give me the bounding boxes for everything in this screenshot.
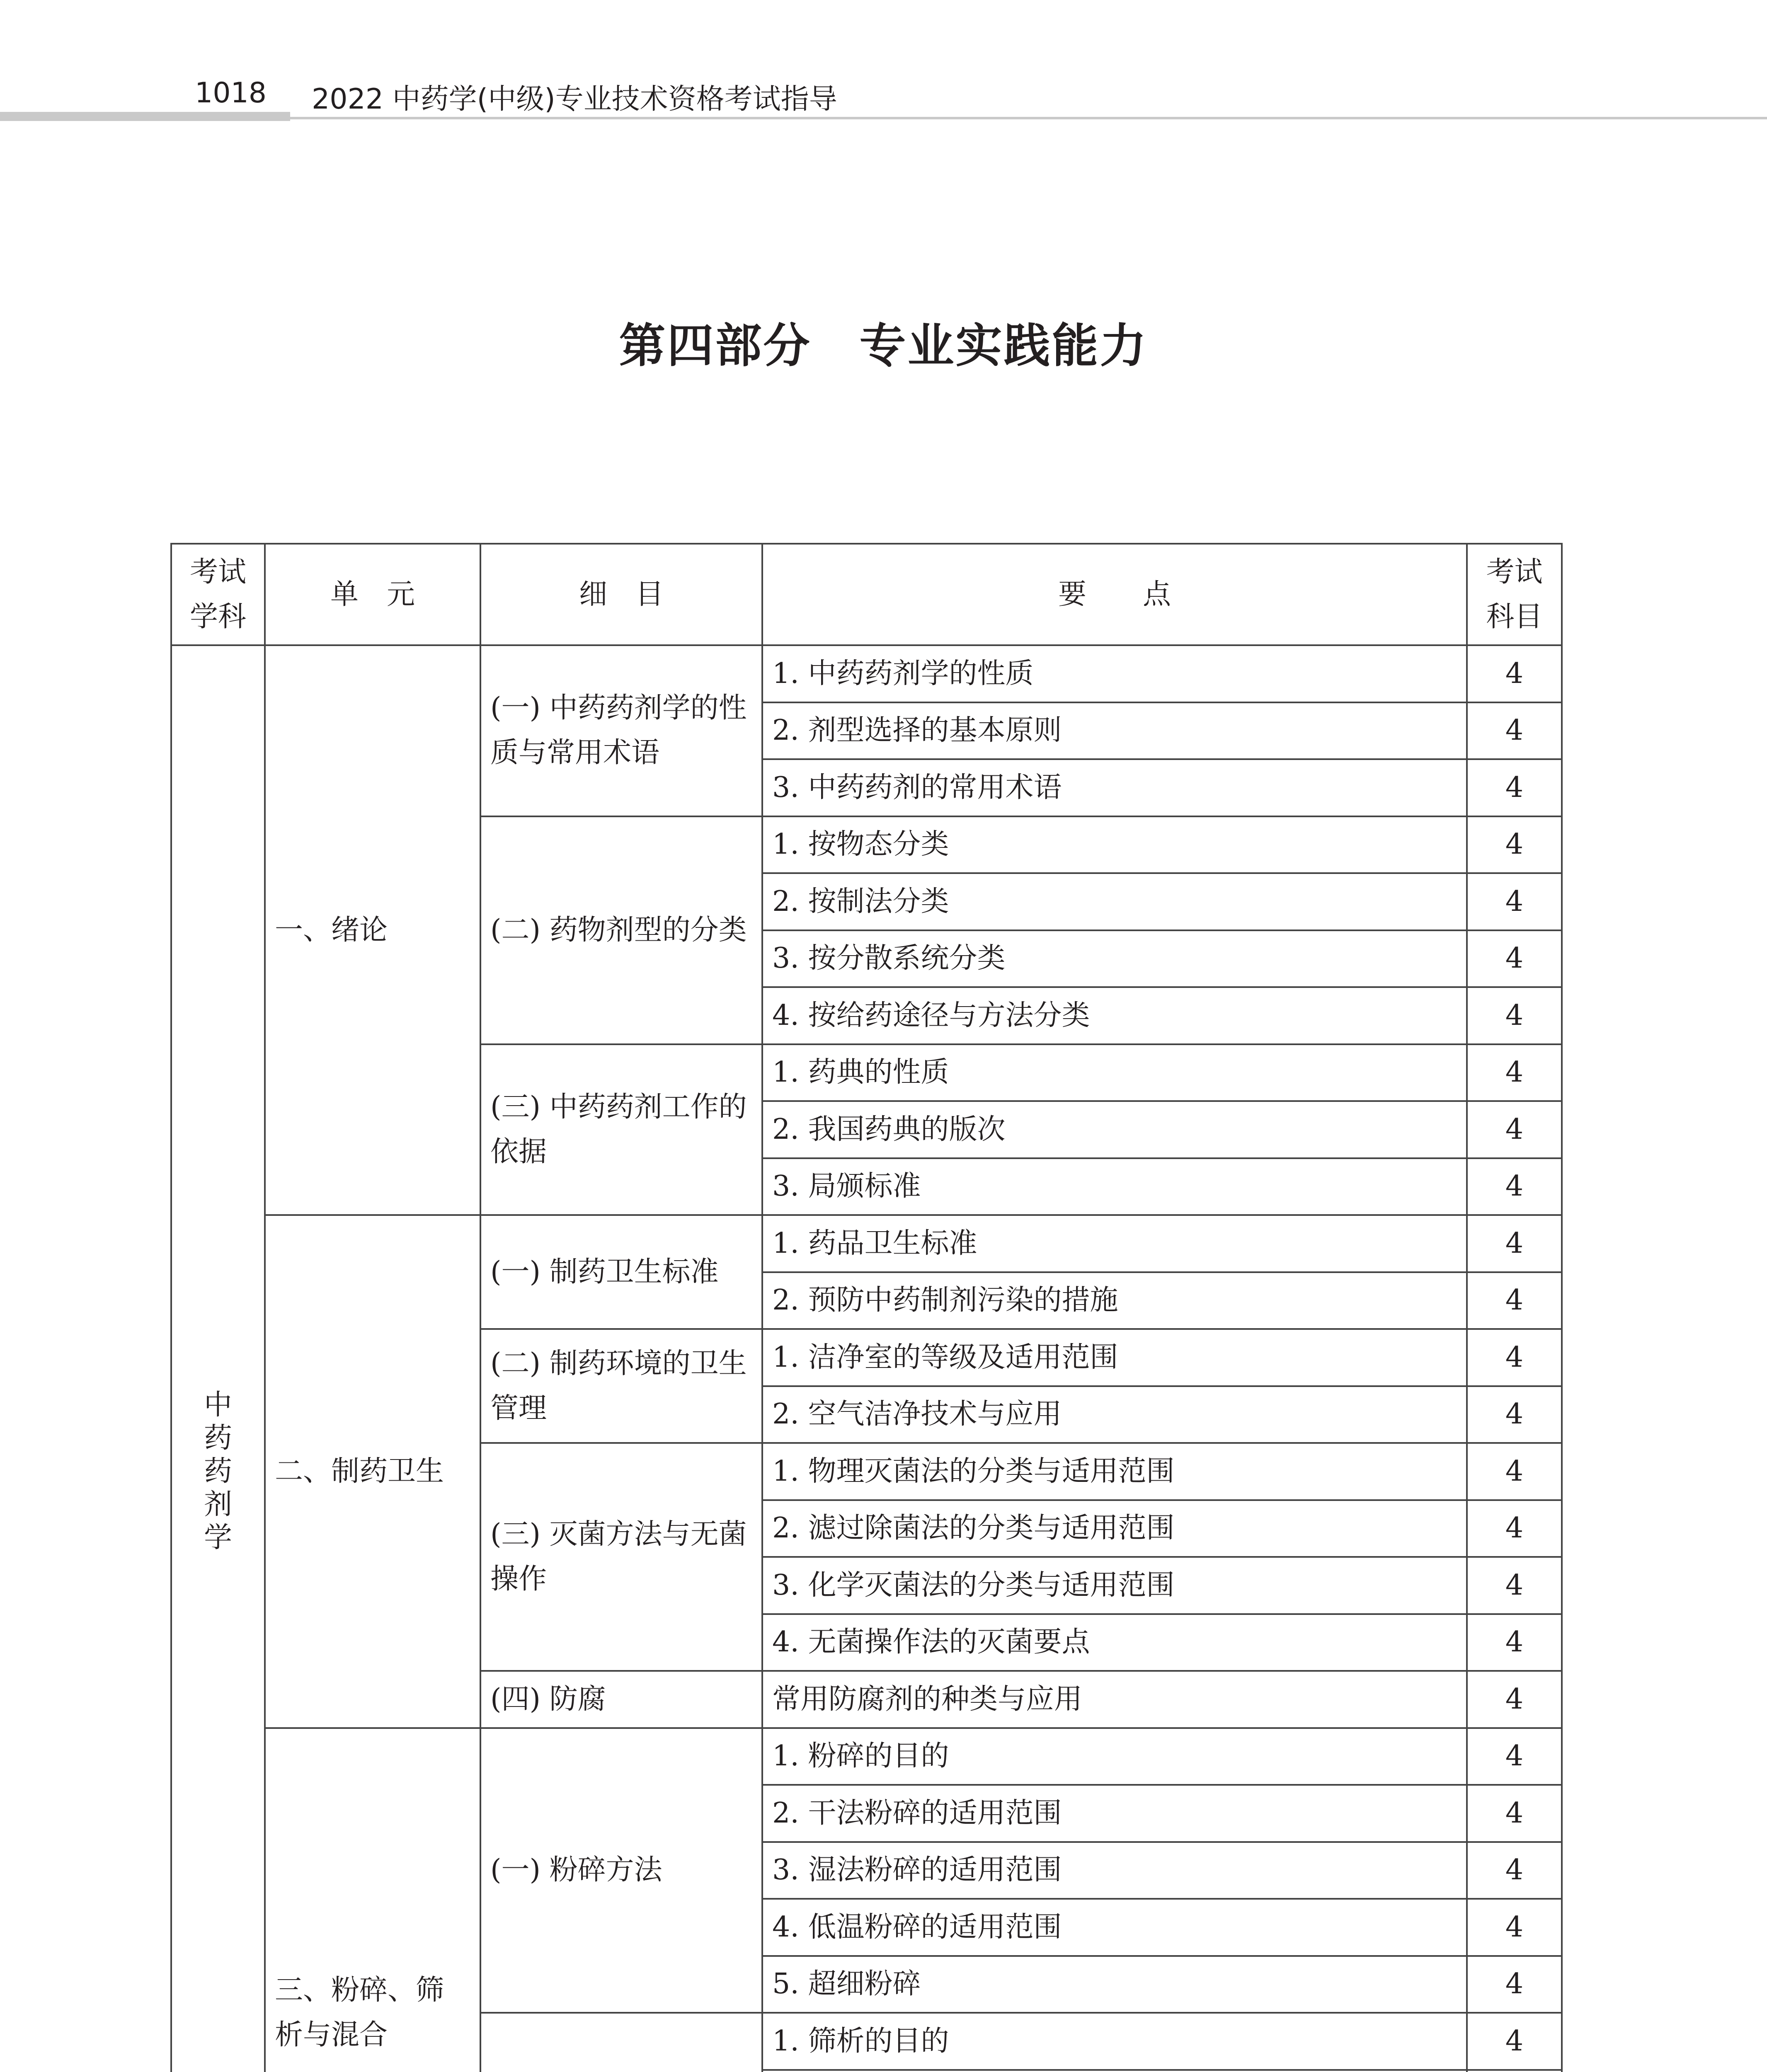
header-detail: 细 目 (480, 544, 762, 645)
exam-cell: 4 (1467, 1785, 1562, 1842)
header-rule (290, 117, 1767, 119)
detail-cell (480, 2013, 762, 2072)
header-exam: 考试科目 (1467, 544, 1562, 645)
unit-cell: 三、粉碎、筛析与混合 (265, 1728, 480, 2072)
header-points: 要 点 (762, 544, 1467, 645)
exam-cell: 4 (1467, 1956, 1562, 2013)
exam-cell: 4 (1467, 1386, 1562, 1443)
exam-cell: 4 (1467, 1899, 1562, 1956)
header-rule-accent (0, 112, 290, 121)
point-cell: 1. 筛析的目的 (762, 2013, 1467, 2070)
exam-cell: 4 (1467, 1557, 1562, 1614)
point-cell: 4. 低温粉碎的适用范围 (762, 1899, 1467, 1956)
exam-cell (1467, 2070, 1562, 2072)
detail-cell: (三) 中药药剂工作的依据 (480, 1044, 762, 1215)
exam-cell: 4 (1467, 816, 1562, 874)
point-cell: 3. 化学灭菌法的分类与适用范围 (762, 1557, 1467, 1614)
header-unit: 单 元 (265, 544, 480, 645)
detail-cell: (二) 制药环境的卫生管理 (480, 1329, 762, 1443)
point-cell: 1. 药典的性质 (762, 1044, 1467, 1101)
detail-cell: (一) 中药药剂学的性质与常用术语 (480, 645, 762, 816)
detail-cell: (三) 灭菌方法与无菌操作 (480, 1443, 762, 1671)
exam-cell: 4 (1467, 1272, 1562, 1329)
detail-cell: (一) 制药卫生标准 (480, 1215, 762, 1329)
point-cell: 2. 我国药典的版次 (762, 1101, 1467, 1158)
table-header-row (171, 544, 1562, 645)
unit-cell: 二、制药卫生 (265, 1215, 480, 1728)
point-cell: 1. 物理灭菌法的分类与适用范围 (762, 1443, 1467, 1500)
exam-cell: 4 (1467, 1728, 1562, 1785)
exam-cell: 4 (1467, 1044, 1562, 1101)
exam-cell: 4 (1467, 1215, 1562, 1272)
exam-cell: 4 (1467, 645, 1562, 702)
exam-cell: 4 (1467, 2013, 1562, 2070)
point-cell: 4. 按给药途径与方法分类 (762, 987, 1467, 1044)
header-subject: 考试学科 (171, 544, 265, 645)
exam-cell: 4 (1467, 702, 1562, 760)
point-cell (762, 2070, 1467, 2072)
point-cell: 3. 局颁标准 (762, 1158, 1467, 1215)
point-cell: 5. 超细粉碎 (762, 1956, 1467, 2013)
point-cell: 3. 按分散系统分类 (762, 930, 1467, 988)
point-cell: 1. 中药药剂学的性质 (762, 645, 1467, 702)
point-cell: 2. 空气洁净技术与应用 (762, 1386, 1467, 1443)
table-row (171, 645, 1562, 702)
exam-cell: 4 (1467, 759, 1562, 816)
exam-cell: 4 (1467, 1101, 1562, 1158)
unit-cell: 一、绪论 (265, 645, 480, 1215)
exam-cell: 4 (1467, 930, 1562, 988)
point-cell: 3. 中药药剂的常用术语 (762, 759, 1467, 816)
point-cell: 常用防腐剂的种类与应用 (762, 1671, 1467, 1728)
point-cell: 3. 湿法粉碎的适用范围 (762, 1842, 1467, 1899)
exam-cell: 4 (1467, 1158, 1562, 1215)
page-number: 1018 (195, 77, 267, 109)
point-cell: 2. 滤过除菌法的分类与适用范围 (762, 1500, 1467, 1557)
point-cell: 2. 剂型选择的基本原则 (762, 702, 1467, 760)
point-cell: 1. 粉碎的目的 (762, 1728, 1467, 1785)
exam-cell: 4 (1467, 873, 1562, 930)
table-row (171, 1728, 1562, 1785)
exam-cell: 4 (1467, 1443, 1562, 1500)
part-title: 第四部分 专业实践能力 (619, 319, 1148, 373)
point-cell: 2. 干法粉碎的适用范围 (762, 1785, 1467, 1842)
exam-cell: 4 (1467, 1500, 1562, 1557)
exam-outline-table (170, 543, 1563, 2072)
table-body (171, 645, 1562, 2072)
point-cell: 1. 按物态分类 (762, 816, 1467, 874)
detail-cell: (一) 粉碎方法 (480, 1728, 762, 2013)
subject-cell (171, 645, 265, 2072)
exam-cell: 4 (1467, 1842, 1562, 1899)
exam-cell: 4 (1467, 987, 1562, 1044)
exam-cell: 4 (1467, 1329, 1562, 1386)
detail-cell: (二) 药物剂型的分类 (480, 816, 762, 1044)
point-cell: 1. 药品卫生标准 (762, 1215, 1467, 1272)
point-cell: 2. 预防中药制剂污染的措施 (762, 1272, 1467, 1329)
exam-cell: 4 (1467, 1671, 1562, 1728)
running-header (0, 0, 1767, 124)
exam-cell: 4 (1467, 1614, 1562, 1671)
subject-label: 中药药剂学 (204, 1388, 232, 1554)
point-cell: 1. 洁净室的等级及适用范围 (762, 1329, 1467, 1386)
book-title: 2022 中药学(中级)专业技术资格考试指导 (312, 83, 837, 116)
detail-cell: (四) 防腐 (480, 1671, 762, 1728)
point-cell: 2. 按制法分类 (762, 873, 1467, 930)
point-cell: 4. 无菌操作法的灭菌要点 (762, 1614, 1467, 1671)
table-row (171, 1215, 1562, 1272)
